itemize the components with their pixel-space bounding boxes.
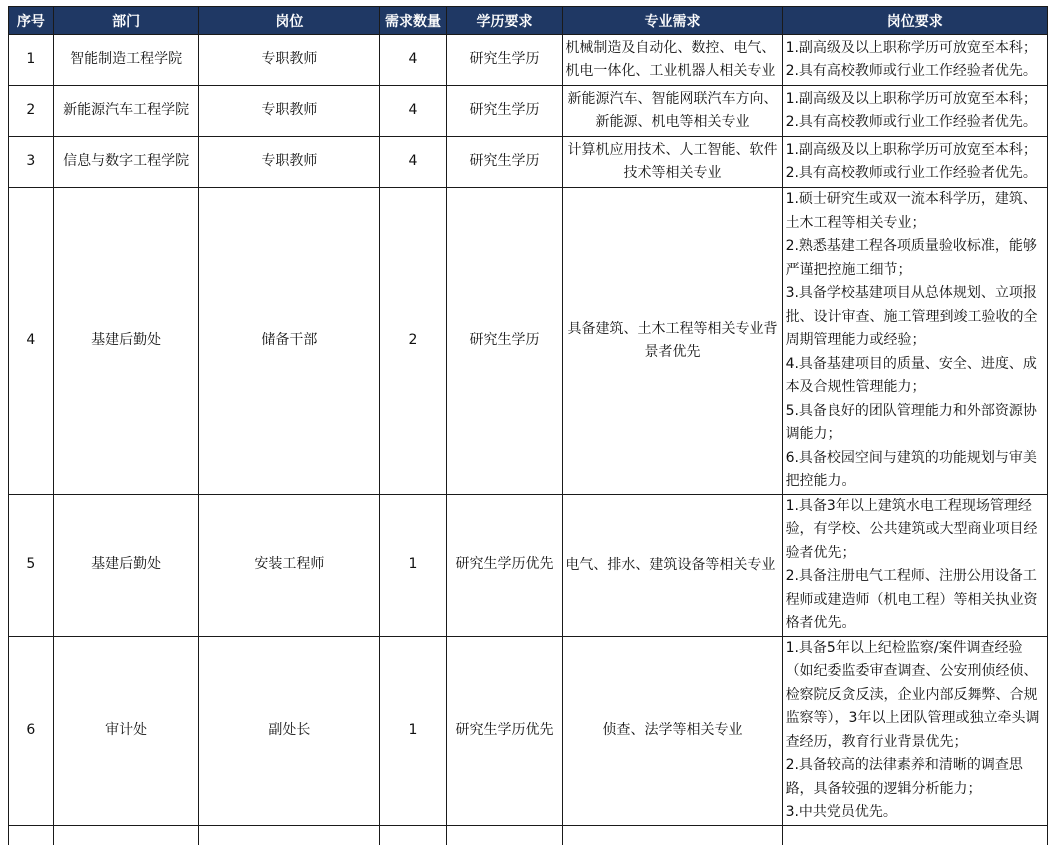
- header-position: 岗位: [199, 7, 380, 35]
- cell-education: 研究生学历: [446, 86, 563, 137]
- cell-count: 4: [380, 86, 446, 137]
- cell-requirements: 1.副高级及以上职称学历可放宽至本科； 2.具有高校教师或行业工作经验者优先。: [782, 35, 1047, 86]
- cell-education: 研究生学历优先: [446, 494, 563, 636]
- cell-dept: 新能源汽车工程学院: [53, 86, 199, 137]
- cell-education: 研究生学历: [446, 188, 563, 495]
- table-row: [9, 137, 1048, 188]
- cell-no: 4: [9, 188, 54, 495]
- cell-major: 侦查、法学等相关专业: [563, 636, 782, 825]
- cell-major: 机械制造及自动化、数控、电气、机电一体化、工业机器人相关专业: [563, 35, 782, 86]
- cell-empty: [380, 825, 446, 845]
- table-row: [9, 494, 1048, 636]
- cell-position: 专职教师: [199, 86, 380, 137]
- cell-education: 研究生学历优先: [446, 636, 563, 825]
- cell-requirements: 1.具备3年以上建筑水电工程现场管理经验，有学校、公共建筑或大型商业项目经验者优先； 2.具备注册电气工程师、注册公用设备工程师或建造师（机电工程）等相关执业资格者优先。: [782, 494, 1047, 636]
- cell-empty: [199, 825, 380, 845]
- cell-requirements: 1.副高级及以上职称学历可放宽至本科； 2.具有高校教师或行业工作经验者优先。: [782, 137, 1047, 188]
- cell-no: 5: [9, 494, 54, 636]
- header-dept: 部门: [53, 7, 199, 35]
- cell-empty: [9, 825, 54, 845]
- cell-dept: 基建后勤处: [53, 494, 199, 636]
- cell-empty: [563, 825, 782, 845]
- cell-major: 具备建筑、土木工程等相关专业背景者优先: [563, 188, 782, 495]
- cell-major: 新能源汽车、智能网联汽车方向、新能源、机电等相关专业: [563, 86, 782, 137]
- cell-major: 电气、排水、建筑设备等相关专业: [563, 494, 782, 636]
- cell-education: 研究生学历: [446, 35, 563, 86]
- cell-empty: [782, 825, 1047, 845]
- header-row: [9, 7, 1048, 35]
- header-major: 专业需求: [563, 7, 782, 35]
- cell-dept: 基建后勤处: [53, 188, 199, 495]
- cell-position: 专职教师: [199, 137, 380, 188]
- header-requirements: 岗位要求: [782, 7, 1047, 35]
- cell-count: 2: [380, 188, 446, 495]
- cell-dept: 智能制造工程学院: [53, 35, 199, 86]
- cell-count: 4: [380, 137, 446, 188]
- cell-requirements: 1.具备5年以上纪检监察/案件调查经验（如纪委监委审查调查、公安刑侦经侦、检察院反贪反渎，企业内部反舞弊、合规监察等），3年以上团队管理或独立牵头调查经历，教育行业背景优先； 2.具备较高的法律素养和清晰的调查思路，具备较强的逻辑分析能力； 3.中共党员优先。: [782, 636, 1047, 825]
- header-no: 序号: [9, 7, 54, 35]
- table-row: [9, 636, 1048, 825]
- cell-dept: 审计处: [53, 636, 199, 825]
- cell-no: 3: [9, 137, 54, 188]
- cell-dept: 信息与数字工程学院: [53, 137, 199, 188]
- cell-position: 储备干部: [199, 188, 380, 495]
- header-education: 学历要求: [446, 7, 563, 35]
- cell-no: 2: [9, 86, 54, 137]
- table-row: [9, 35, 1048, 86]
- cell-education: 研究生学历: [446, 137, 563, 188]
- recruitment-table-container: [8, 6, 1048, 845]
- cell-empty: [53, 825, 199, 845]
- cell-empty: [446, 825, 563, 845]
- table-row: [9, 86, 1048, 137]
- cell-position: 副处长: [199, 636, 380, 825]
- recruitment-table: [8, 6, 1048, 845]
- table-row: [9, 188, 1048, 495]
- cell-position: 专职教师: [199, 35, 380, 86]
- cell-no: 1: [9, 35, 54, 86]
- cell-position: 安装工程师: [199, 494, 380, 636]
- table-row-partial: [9, 825, 1048, 845]
- cell-major: 计算机应用技术、人工智能、软件技术等相关专业: [563, 137, 782, 188]
- cell-count: 1: [380, 494, 446, 636]
- header-count: 需求数量: [380, 7, 446, 35]
- cell-requirements: 1.副高级及以上职称学历可放宽至本科； 2.具有高校教师或行业工作经验者优先。: [782, 86, 1047, 137]
- cell-requirements: 1.硕士研究生或双一流本科学历，建筑、土木工程等相关专业； 2.熟悉基建工程各项质量验收标准，能够严谨把控施工细节； 3.具备学校基建项目从总体规划、立项报批、设计审查、施工管理到竣工验收的全周期管理能力或经验； 4.具备基建项目的质量、安全、进度、成本及合规性管理能力； 5.具备良好的团队管理能力和外部资源协调能力； 6.具备校园空间与建筑的功能规划与审美把控能力。: [782, 188, 1047, 495]
- cell-no: 6: [9, 636, 54, 825]
- cell-count: 4: [380, 35, 446, 86]
- cell-count: 1: [380, 636, 446, 825]
